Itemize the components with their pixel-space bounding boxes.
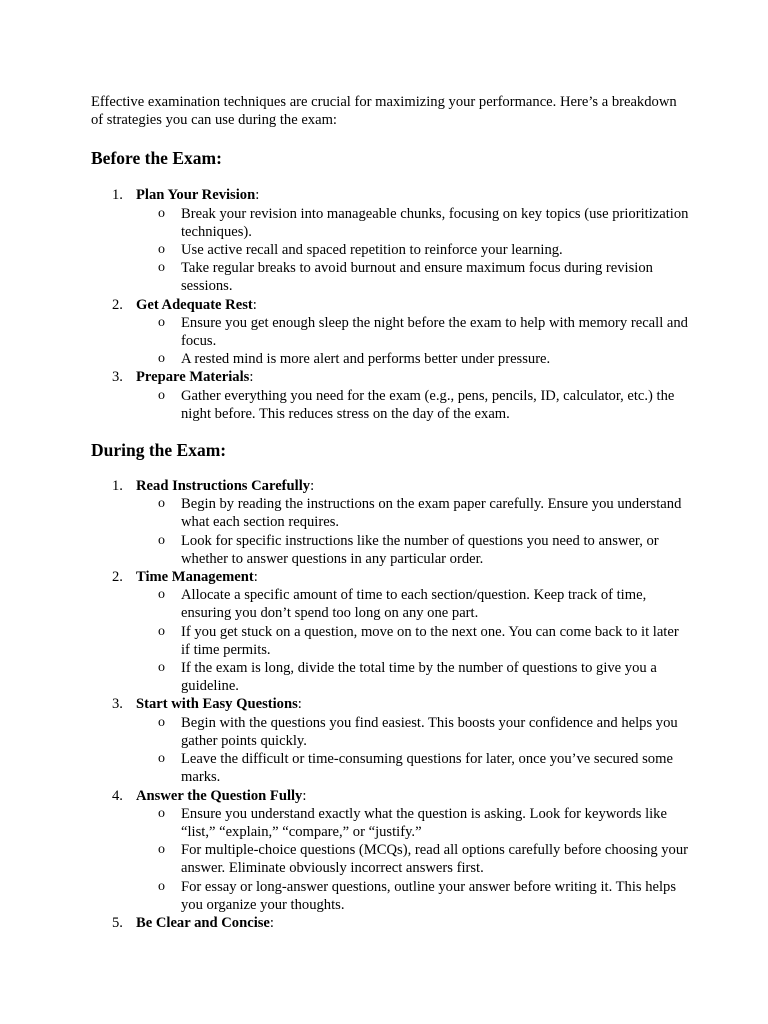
- sub-bullet-item: [136, 241, 691, 259]
- sub-bullet-text: If the exam is long, divide the total time by the number of questions to give you a guideline.: [181, 660, 657, 695]
- section-heading: Before the Exam:: [91, 148, 222, 169]
- sub-bullet-list: [136, 495, 691, 568]
- item-number: 3.: [112, 369, 123, 386]
- sub-bullet-item: [136, 659, 691, 695]
- list-item: [91, 568, 691, 695]
- sub-bullet-text: Look for specific instructions like the number of questions you need to answer, or whether to answer questions in any particular order.: [181, 532, 659, 567]
- sub-bullet-item: [136, 623, 691, 659]
- sub-bullet-item: [136, 205, 691, 241]
- list-item: [91, 914, 691, 932]
- sub-bullet-text: Ensure you understand exactly what the question is asking. Look for keywords like “list,” “explain,” “compare,” or “justify.”: [181, 805, 667, 840]
- sub-bullet-text: Begin with the questions you find easiest. This boosts your confidence and helps you gather points quickly.: [181, 714, 678, 749]
- sub-bullet-list: [136, 805, 691, 914]
- numbered-list: [91, 186, 691, 423]
- item-number: 3.: [112, 696, 123, 713]
- list-item: [91, 695, 691, 786]
- circle-bullet-icon: o: [158, 314, 165, 330]
- sub-bullet-text: Use active recall and spaced repetition to reinforce your learning.: [181, 242, 563, 259]
- document-content: [91, 93, 691, 932]
- circle-bullet-icon: o: [158, 714, 165, 730]
- item-title-colon: :: [302, 787, 307, 804]
- section-heading: During the Exam:: [91, 440, 227, 461]
- list-item: [91, 477, 691, 568]
- sub-bullet-list: [136, 314, 691, 369]
- sub-bullet-item: [136, 314, 691, 350]
- item-number: 2.: [112, 296, 123, 313]
- sub-bullet-text: Gather everything you need for the exam (e.g., pens, pencils, ID, calculator, etc.) the night before. This reduces stress on the day of the exam.: [181, 387, 675, 422]
- circle-bullet-icon: o: [158, 805, 165, 821]
- sub-bullet-item: [136, 259, 691, 295]
- item-title: Plan Your Revision: [136, 187, 256, 204]
- circle-bullet-icon: o: [158, 660, 165, 676]
- sub-bullet-list: [136, 714, 691, 787]
- sub-bullet-text: For essay or long-answer questions, outline your answer before writing it. This helps you organize your thoughts.: [181, 878, 677, 913]
- sub-bullet-text: Ensure you get enough sleep the night before the exam to help with memory recall and focus.: [181, 314, 688, 350]
- circle-bullet-icon: o: [158, 351, 165, 367]
- list-item: [91, 296, 691, 369]
- item-title: Answer the Question Fully: [136, 787, 303, 804]
- sub-bullet-item: [136, 495, 691, 531]
- sub-bullet-item: [136, 532, 691, 568]
- item-title-colon: :: [253, 569, 258, 586]
- sub-bullet-item: [136, 878, 691, 914]
- item-title-colon: :: [255, 187, 260, 204]
- sub-bullet-text: Allocate a specific amount of time to each section/question. Keep track of time, ensuring you don’t spend too long on any one part.: [181, 587, 647, 622]
- sub-bullet-item: [136, 586, 691, 622]
- circle-bullet-icon: o: [158, 751, 165, 767]
- item-number: 2.: [112, 569, 123, 586]
- item-number: 5.: [112, 914, 123, 931]
- item-title: Prepare Materials: [136, 369, 250, 386]
- sub-bullet-text: Take regular breaks to avoid burnout and ensure maximum focus during revision sessions.: [181, 260, 653, 295]
- sections-container: [91, 147, 691, 932]
- item-title-colon: :: [310, 478, 315, 495]
- circle-bullet-icon: o: [158, 878, 165, 894]
- sub-bullet-item: [136, 805, 691, 841]
- item-title: Time Management: [136, 569, 254, 586]
- list-item: [91, 186, 691, 295]
- numbered-list: [91, 477, 691, 932]
- circle-bullet-icon: o: [158, 387, 165, 403]
- sub-bullet-list: [136, 586, 691, 695]
- sub-bullet-text: Break your revision into manageable chunks, focusing on key topics (use prioritization techniques).: [181, 205, 689, 240]
- sub-bullet-item: [136, 750, 691, 786]
- circle-bullet-icon: o: [158, 587, 165, 603]
- item-title: Read Instructions Carefully: [136, 478, 311, 495]
- item-number: 4.: [112, 787, 123, 804]
- item-title: Start with Easy Questions: [136, 696, 298, 713]
- item-title-colon: :: [249, 369, 254, 386]
- circle-bullet-icon: o: [158, 623, 165, 639]
- item-title: Be Clear and Concise: [136, 914, 270, 931]
- item-title-colon: :: [252, 296, 257, 313]
- item-number: 1.: [112, 187, 123, 204]
- sub-bullet-text: If you get stuck on a question, move on to the next one. You can come back to it later if time permits.: [181, 623, 679, 658]
- sub-bullet-text: Begin by reading the instructions on the exam paper carefully. Ensure you understand what each section requires.: [181, 496, 682, 531]
- circle-bullet-icon: o: [158, 496, 165, 512]
- sub-bullet-text: For multiple-choice questions (MCQs), read all options carefully before choosing your answer. Eliminate obviously incorrect answers first.: [181, 842, 689, 877]
- sub-bullet-list: [136, 387, 691, 423]
- list-item: [91, 368, 691, 423]
- intro-paragraph: Effective examination techniques are crucial for maximizing your performance. Here’s a breakdown of strategies you can use during the exam:: [91, 94, 677, 129]
- sub-bullet-item: [136, 841, 691, 877]
- sub-bullet-text: Leave the difficult or time-consuming questions for later, once you’ve secured some marks.: [181, 751, 673, 786]
- sub-bullet-text: A rested mind is more alert and performs better under pressure.: [181, 351, 551, 368]
- item-title: Get Adequate Rest: [136, 296, 253, 313]
- sub-bullet-item: [136, 350, 691, 368]
- circle-bullet-icon: o: [158, 260, 165, 276]
- circle-bullet-icon: o: [158, 532, 165, 548]
- circle-bullet-icon: o: [158, 242, 165, 258]
- circle-bullet-icon: o: [158, 842, 165, 858]
- sub-bullet-list: [136, 205, 691, 296]
- sub-bullet-item: [136, 714, 691, 750]
- list-item: [91, 787, 691, 914]
- sub-bullet-item: [136, 387, 691, 423]
- circle-bullet-icon: o: [158, 205, 165, 221]
- item-number: 1.: [112, 478, 123, 495]
- item-title-colon: :: [269, 914, 274, 931]
- item-title-colon: :: [297, 696, 302, 713]
